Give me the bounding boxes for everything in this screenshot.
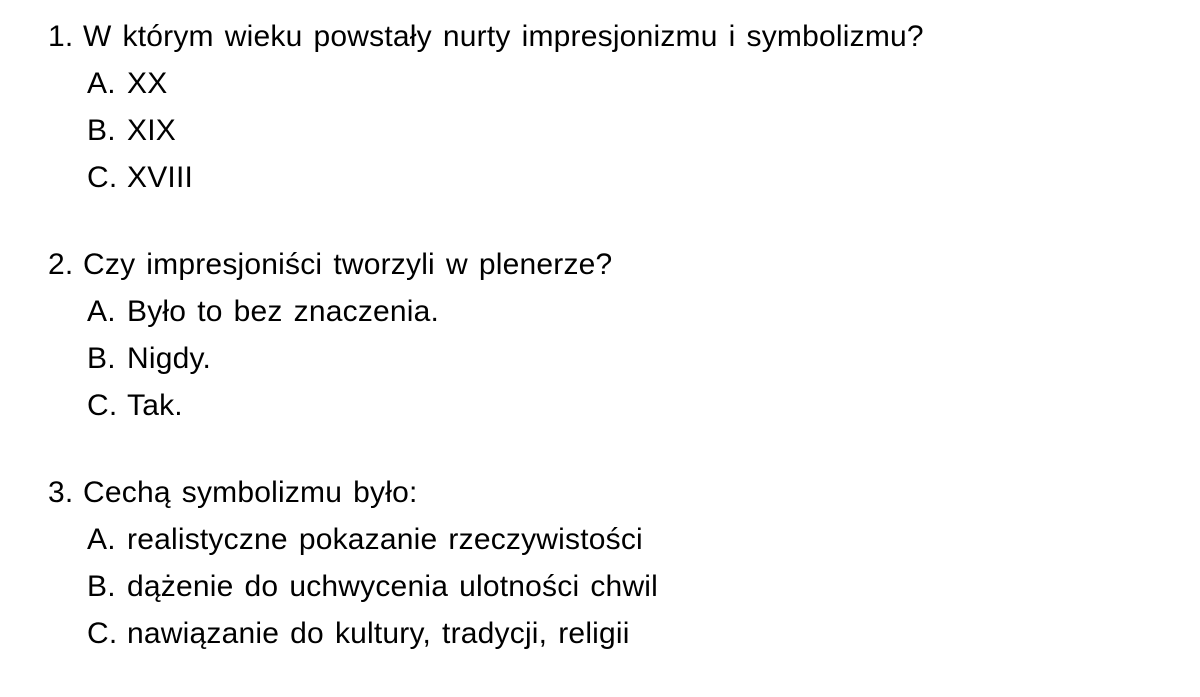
option-text: realistyczne pokazanie rzeczywistości (127, 523, 643, 556)
option-letter: B. (87, 342, 116, 375)
option-text: nawiązanie do kultury, tradycji, religii (127, 617, 630, 650)
question-1 (48, 13, 1160, 60)
question-3-option-c (48, 610, 1160, 657)
question-3-option-a (48, 516, 1160, 563)
option-letter: A. (87, 523, 116, 556)
question-1-option-c (48, 154, 1160, 201)
question-3-option-b (48, 563, 1160, 610)
option-text: XIX (127, 114, 176, 147)
option-text: Było to bez znaczenia. (127, 295, 440, 328)
option-text: dążenie do uchwycenia ulotności chwil (127, 570, 659, 603)
question-2-option-a (48, 288, 1160, 335)
option-letter: B. (87, 570, 116, 603)
question-3-number: 3. (48, 476, 74, 509)
question-3-text: Cechą symbolizmu było: (83, 476, 418, 509)
question-2-number: 2. (48, 248, 74, 281)
question-1-option-b (48, 107, 1160, 154)
option-letter: C. (87, 161, 118, 194)
option-letter: C. (87, 389, 118, 422)
option-letter: C. (87, 617, 118, 650)
option-text: Tak. (127, 389, 183, 422)
question-block-1 (48, 13, 1160, 201)
question-block-2 (48, 241, 1160, 429)
option-letter: A. (87, 67, 116, 100)
option-text: Nigdy. (127, 342, 212, 375)
option-text: XX (127, 67, 168, 100)
quiz-document (48, 13, 1160, 697)
option-letter: B. (87, 114, 116, 147)
question-1-option-a (48, 60, 1160, 107)
question-2-option-b (48, 335, 1160, 382)
option-text: XVIII (127, 161, 194, 194)
question-3 (48, 469, 1160, 516)
question-block-3 (48, 469, 1160, 657)
question-1-text: W którym wieku powstały nurty impresjonizmu i symbolizmu? (83, 20, 924, 53)
question-1-number: 1. (48, 20, 74, 53)
option-letter: A. (87, 295, 116, 328)
question-2 (48, 241, 1160, 288)
question-2-option-c (48, 382, 1160, 429)
question-2-text: Czy impresjoniści tworzyli w plenerze? (83, 248, 613, 281)
